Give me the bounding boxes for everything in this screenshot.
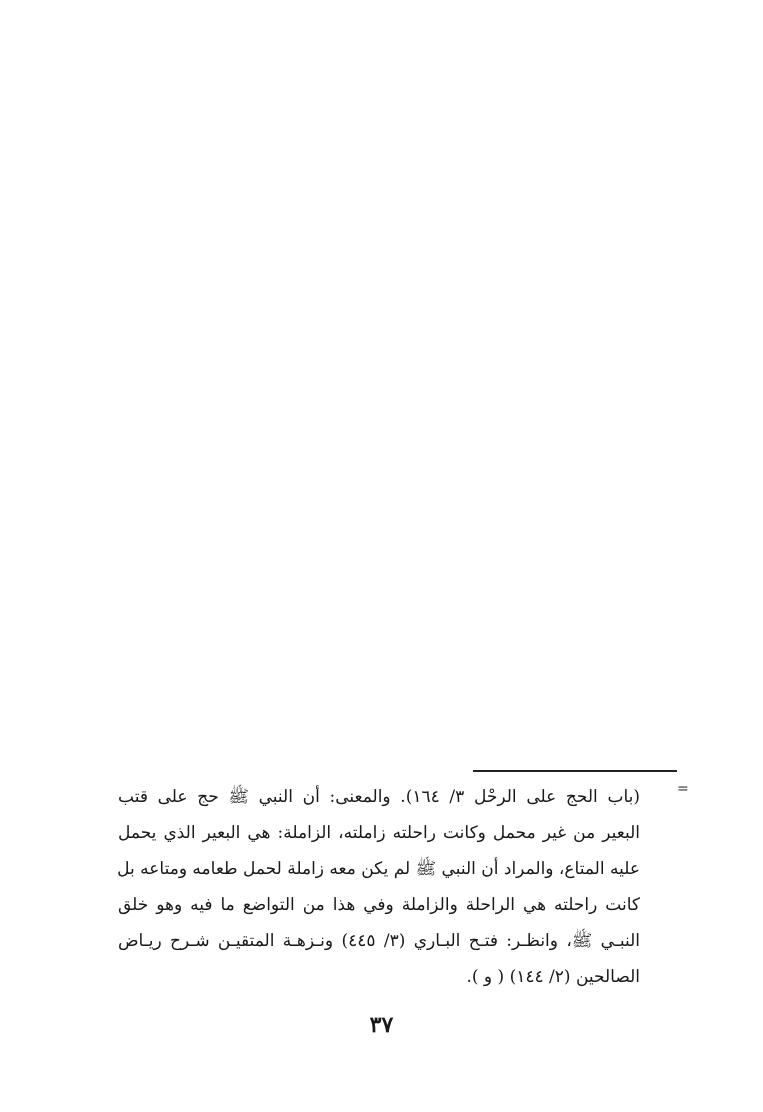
page-number: ٣٧ [369,1012,394,1038]
footnote-line-1: (باب الحج على الرحْل ٣/ ١٦٤). والمعنى: أن النبي ﷺ حج على قتب [118,787,640,807]
footnote-line-5: النبـي ﷺ، وانظـر: فتـح البـاري (٣/ ٤٤٥) ونـزهـة المتقيـن شـرح ريـاض [118,931,640,951]
footnote-line-2: البعير من غير محمل وكانت راحلته زاملته، الزاملة: هي البعير الذي يحمل [118,823,640,843]
footnote-line-6: الصالحين (٢/ ١٤٤) ( و ). [466,967,640,987]
footnote-line-4: كانت راحلته هي الراحلة والزاملة وفي هذا من التواضع ما فيه وهو خلق [118,895,640,915]
footnote-continuation-mark: = [677,781,689,797]
footnote-line-3: عليه المتاع، والمراد أن النبي ﷺ لم يكن معه زاملة لحمل طعامه ومتاعه بل [117,859,640,879]
footnote-separator-rule [473,770,677,772]
footnote-block [118,779,640,995]
